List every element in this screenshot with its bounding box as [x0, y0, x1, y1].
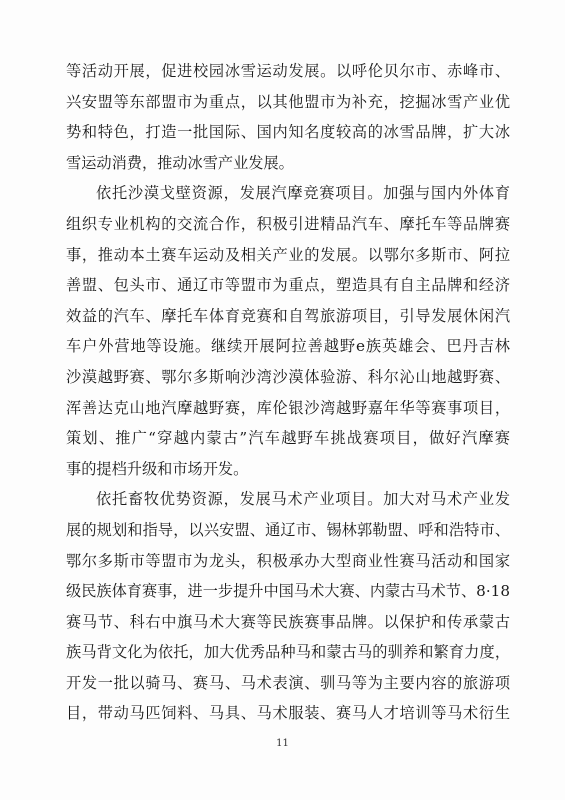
text-line: 浑善达克山地汽摩越野赛，库伦银沙湾越野嘉年华等赛事项目，	[66, 398, 510, 417]
text-line: 兴安盟等东部盟市为重点，以其他盟市为补充，挖掘冰雪产业优	[66, 92, 510, 111]
text-line: 赛马节、科右中旗马术大赛等民族赛事品牌。以保护和传承蒙古	[66, 612, 510, 631]
text-line: 势和特色，打造一批国际、国内知名度较高的冰雪品牌，扩大冰	[66, 123, 510, 142]
body-text	[66, 56, 510, 729]
text-line: 依托畜牧优势资源，发展马术产业项目。加大对马术产业发	[96, 490, 510, 509]
text-line: 目，带动马匹饲料、马具、马术服装、赛马人才培训等马术衍生	[66, 704, 510, 723]
text-line: 车户外营地等设施。继续开展阿拉善越野e族英雄会、巴丹吉林	[66, 337, 510, 356]
text-line: 事，推动本土赛车运动及相关产业的发展。以鄂尔多斯市、阿拉	[66, 245, 510, 264]
page-number: 11	[276, 738, 289, 749]
text-line: 组织专业机构的交流合作，积极引进精品汽车、摩托车等品牌赛	[66, 214, 510, 233]
text-line: 雪运动消费，推动冰雪产业发展。	[66, 153, 294, 172]
text-line: 级民族体育赛事，进一步提升中国马术大赛、内蒙古马术节、8·18	[66, 582, 510, 601]
text-line: 策划、推广“穿越内蒙古”汽车越野车挑战赛项目，做好汽摩赛	[66, 429, 510, 448]
text-line: 沙漠越野赛、鄂尔多斯响沙湾沙漠体验游、科尔沁山地越野赛、	[66, 367, 510, 386]
text-line: 鄂尔多斯市等盟市为龙头，积极承办大型商业性赛马活动和国家	[66, 551, 510, 570]
text-line: 族马背文化为依托，加大优秀品种马和蒙古马的驯养和繁育力度，	[66, 643, 510, 662]
text-line: 效益的汽车、摩托车体育竞赛和自驾旅游项目，引导发展休闲汽	[66, 306, 510, 325]
text-line: 事的提档升级和市场开发。	[66, 459, 249, 478]
text-line: 善盟、包头市、通辽市等盟市为重点，塑造具有自主品牌和经济	[66, 276, 510, 295]
text-line: 等活动开展，促进校园冰雪运动发展。以呼伦贝尔市、赤峰市、	[66, 62, 510, 80]
text-line: 展的规划和指导，以兴安盟、通辽市、锡林郭勒盟、呼和浩特市、	[66, 520, 510, 539]
text-line: 依托沙漠戈壁资源，发展汽摩竞赛项目。加强与国内外体育	[96, 184, 510, 203]
text-line: 开发一批以骑马、赛马、马术表演、驯马等为主要内容的旅游项	[66, 673, 510, 692]
